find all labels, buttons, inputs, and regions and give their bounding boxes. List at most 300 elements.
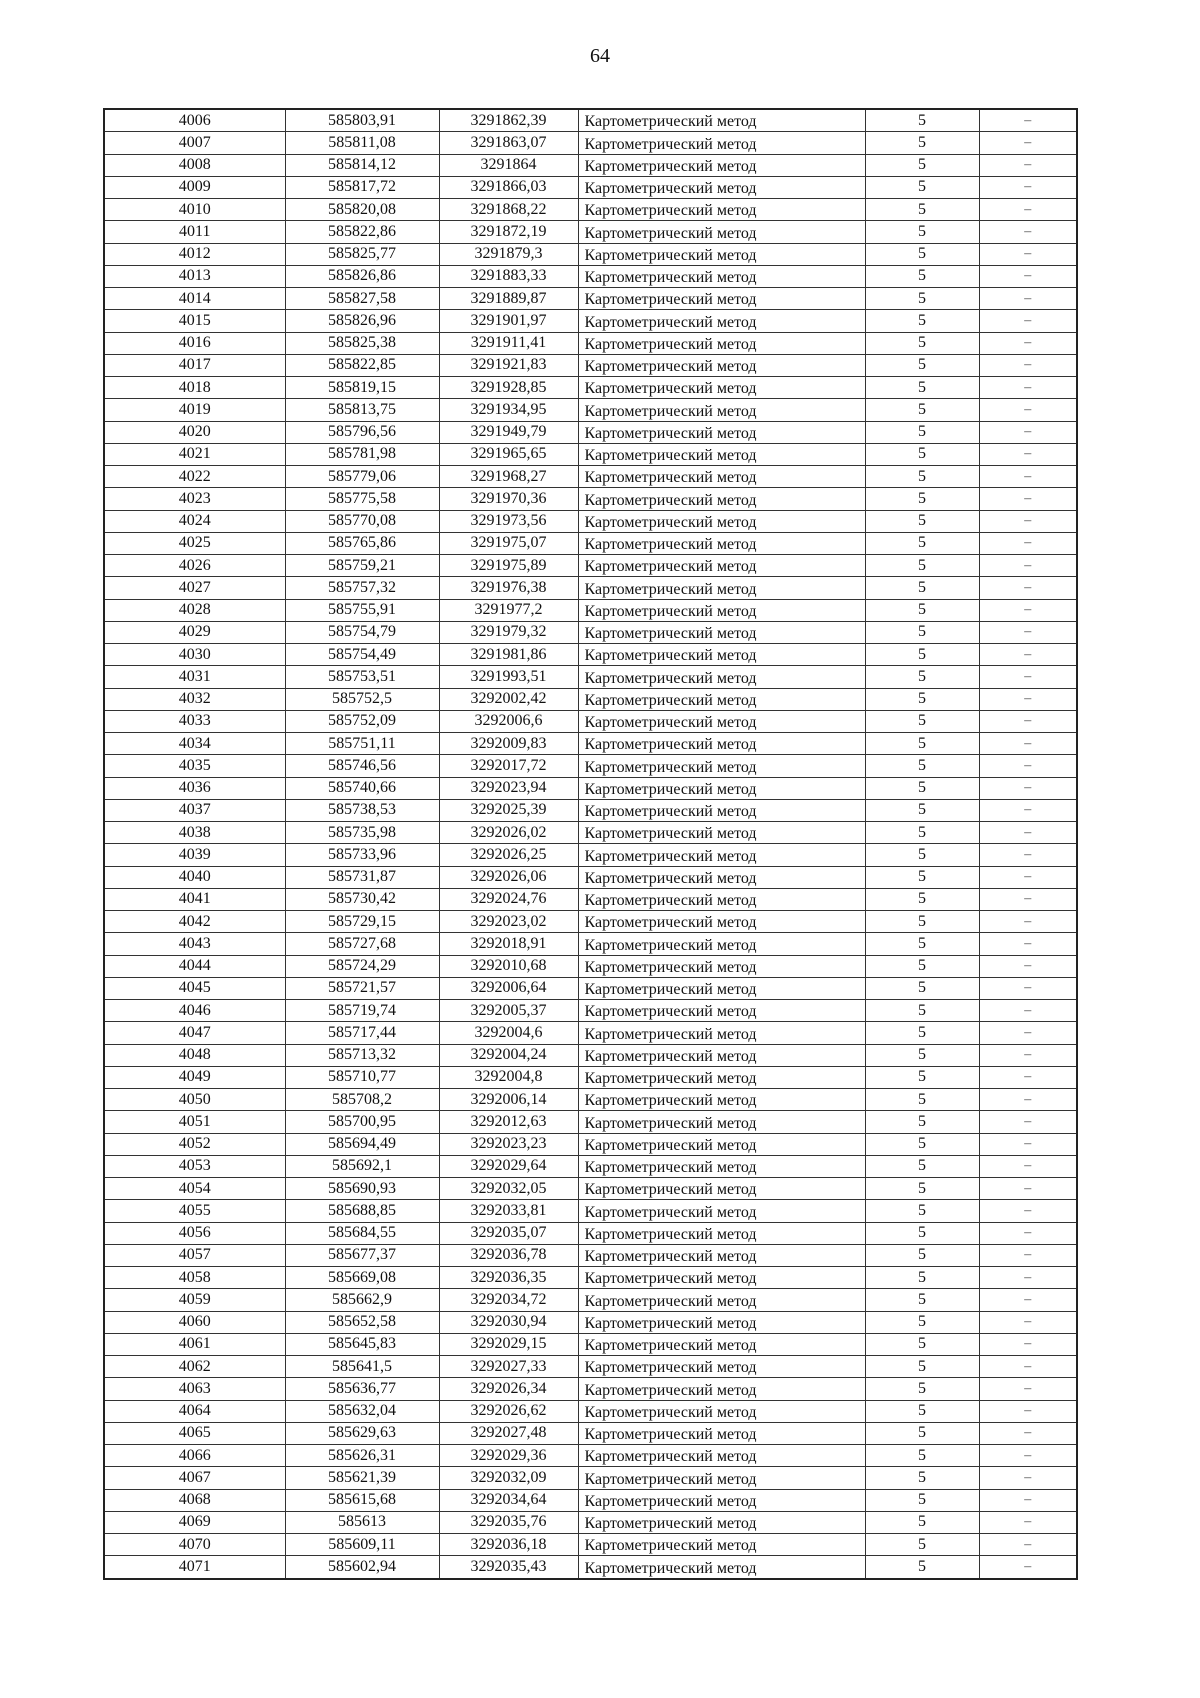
accuracy-cell: 5 — [865, 977, 979, 999]
point-number-cell: 4070 — [104, 1534, 285, 1556]
point-number-cell: 4061 — [104, 1333, 285, 1355]
method-cell: Картометрический метод — [578, 688, 865, 710]
method-cell: Картометрический метод — [578, 1556, 865, 1579]
accuracy-cell: 5 — [865, 265, 979, 287]
point-number-cell: 4018 — [104, 377, 285, 399]
method-cell: Картометрический метод — [578, 777, 865, 799]
accuracy-cell: 5 — [865, 1200, 979, 1222]
note-cell: – — [979, 1511, 1077, 1533]
note-cell: – — [979, 1089, 1077, 1111]
point-number-cell: 4030 — [104, 644, 285, 666]
accuracy-cell: 5 — [865, 755, 979, 777]
point-number-cell: 4068 — [104, 1489, 285, 1511]
y-coordinate-cell: 3291928,85 — [439, 377, 578, 399]
point-number-cell: 4065 — [104, 1422, 285, 1444]
note-cell: – — [979, 510, 1077, 532]
y-coordinate-cell: 3292009,83 — [439, 733, 578, 755]
note-cell: – — [979, 666, 1077, 688]
x-coordinate-cell: 585684,55 — [285, 1222, 439, 1244]
x-coordinate-cell: 585822,85 — [285, 354, 439, 376]
table-row — [104, 176, 1077, 198]
coordinates-table — [103, 108, 1078, 1580]
y-coordinate-cell: 3292004,6 — [439, 1022, 578, 1044]
point-number-cell: 4059 — [104, 1289, 285, 1311]
note-cell: – — [979, 866, 1077, 888]
y-coordinate-cell: 3292004,8 — [439, 1066, 578, 1088]
note-cell: – — [979, 1467, 1077, 1489]
x-coordinate-cell: 585826,86 — [285, 265, 439, 287]
table-row — [104, 288, 1077, 310]
y-coordinate-cell: 3291911,41 — [439, 332, 578, 354]
y-coordinate-cell: 3291866,03 — [439, 176, 578, 198]
accuracy-cell: 5 — [865, 1422, 979, 1444]
table-row — [104, 888, 1077, 910]
method-cell: Картометрический метод — [578, 1467, 865, 1489]
y-coordinate-cell: 3292004,24 — [439, 1044, 578, 1066]
method-cell: Картометрический метод — [578, 977, 865, 999]
y-coordinate-cell: 3291970,36 — [439, 488, 578, 510]
point-number-cell: 4063 — [104, 1378, 285, 1400]
table-row — [104, 1111, 1077, 1133]
y-coordinate-cell: 3291965,65 — [439, 443, 578, 465]
x-coordinate-cell: 585724,29 — [285, 955, 439, 977]
note-cell: – — [979, 354, 1077, 376]
y-coordinate-cell: 3292005,37 — [439, 1000, 578, 1022]
table-row — [104, 955, 1077, 977]
note-cell: – — [979, 466, 1077, 488]
table-row — [104, 1311, 1077, 1333]
x-coordinate-cell: 585775,58 — [285, 488, 439, 510]
note-cell: – — [979, 1066, 1077, 1088]
x-coordinate-cell: 585735,98 — [285, 822, 439, 844]
point-number-cell: 4015 — [104, 310, 285, 332]
accuracy-cell: 5 — [865, 1267, 979, 1289]
point-number-cell: 4045 — [104, 977, 285, 999]
table-row — [104, 1511, 1077, 1533]
method-cell: Картометрический метод — [578, 866, 865, 888]
y-coordinate-cell: 3292027,33 — [439, 1356, 578, 1378]
note-cell: – — [979, 1489, 1077, 1511]
method-cell: Картометрический метод — [578, 799, 865, 821]
note-cell: – — [979, 310, 1077, 332]
point-number-cell: 4009 — [104, 176, 285, 198]
method-cell: Картометрический метод — [578, 1489, 865, 1511]
x-coordinate-cell: 585615,68 — [285, 1489, 439, 1511]
x-coordinate-cell: 585636,77 — [285, 1378, 439, 1400]
point-number-cell: 4067 — [104, 1467, 285, 1489]
table-row — [104, 488, 1077, 510]
accuracy-cell: 5 — [865, 644, 979, 666]
method-cell: Картометрический метод — [578, 555, 865, 577]
y-coordinate-cell: 3291921,83 — [439, 354, 578, 376]
method-cell: Картометрический метод — [578, 1333, 865, 1355]
point-number-cell: 4046 — [104, 1000, 285, 1022]
note-cell: – — [979, 888, 1077, 910]
accuracy-cell: 5 — [865, 1289, 979, 1311]
method-cell: Картометрический метод — [578, 1267, 865, 1289]
table-row — [104, 199, 1077, 221]
note-cell: – — [979, 1222, 1077, 1244]
point-number-cell: 4041 — [104, 888, 285, 910]
method-cell: Картометрический метод — [578, 1178, 865, 1200]
point-number-cell: 4034 — [104, 733, 285, 755]
note-cell: – — [979, 599, 1077, 621]
note-cell: – — [979, 488, 1077, 510]
x-coordinate-cell: 585690,93 — [285, 1178, 439, 1200]
x-coordinate-cell: 585731,87 — [285, 866, 439, 888]
x-coordinate-cell: 585626,31 — [285, 1445, 439, 1467]
x-coordinate-cell: 585757,32 — [285, 577, 439, 599]
note-cell: – — [979, 755, 1077, 777]
x-coordinate-cell: 585770,08 — [285, 510, 439, 532]
y-coordinate-cell: 3292035,76 — [439, 1511, 578, 1533]
table-row — [104, 777, 1077, 799]
y-coordinate-cell: 3291968,27 — [439, 466, 578, 488]
y-coordinate-cell: 3292032,09 — [439, 1467, 578, 1489]
y-coordinate-cell: 3291864 — [439, 154, 578, 176]
y-coordinate-cell: 3291975,07 — [439, 532, 578, 554]
x-coordinate-cell: 585602,94 — [285, 1556, 439, 1579]
method-cell: Картометрический метод — [578, 1445, 865, 1467]
table-row — [104, 1244, 1077, 1266]
method-cell: Картометрический метод — [578, 132, 865, 154]
table-row — [104, 1422, 1077, 1444]
point-number-cell: 4043 — [104, 933, 285, 955]
y-coordinate-cell: 3291889,87 — [439, 288, 578, 310]
point-number-cell: 4055 — [104, 1200, 285, 1222]
accuracy-cell: 5 — [865, 354, 979, 376]
table-row — [104, 1400, 1077, 1422]
table-row — [104, 822, 1077, 844]
accuracy-cell: 5 — [865, 1556, 979, 1579]
y-coordinate-cell: 3292029,15 — [439, 1333, 578, 1355]
note-cell: – — [979, 1244, 1077, 1266]
note-cell: – — [979, 265, 1077, 287]
point-number-cell: 4039 — [104, 844, 285, 866]
method-cell: Картометрический метод — [578, 176, 865, 198]
accuracy-cell: 5 — [865, 1044, 979, 1066]
method-cell: Картометрический метод — [578, 1111, 865, 1133]
x-coordinate-cell: 585708,2 — [285, 1089, 439, 1111]
method-cell: Картометрический метод — [578, 599, 865, 621]
accuracy-cell: 5 — [865, 510, 979, 532]
method-cell: Картометрический метод — [578, 844, 865, 866]
point-number-cell: 4048 — [104, 1044, 285, 1066]
accuracy-cell: 5 — [865, 1000, 979, 1022]
note-cell: – — [979, 377, 1077, 399]
y-coordinate-cell: 3291868,22 — [439, 199, 578, 221]
note-cell: – — [979, 109, 1077, 132]
table-row — [104, 577, 1077, 599]
method-cell: Картометрический метод — [578, 1534, 865, 1556]
method-cell: Картометрический метод — [578, 933, 865, 955]
note-cell: – — [979, 933, 1077, 955]
accuracy-cell: 5 — [865, 399, 979, 421]
point-number-cell: 4037 — [104, 799, 285, 821]
table-row — [104, 132, 1077, 154]
method-cell: Картометрический метод — [578, 733, 865, 755]
method-cell: Картометрический метод — [578, 221, 865, 243]
y-coordinate-cell: 3292023,94 — [439, 777, 578, 799]
note-cell: – — [979, 1111, 1077, 1133]
table-row — [104, 1066, 1077, 1088]
y-coordinate-cell: 3291973,56 — [439, 510, 578, 532]
method-cell: Картометрический метод — [578, 1244, 865, 1266]
x-coordinate-cell: 585827,58 — [285, 288, 439, 310]
y-coordinate-cell: 3291934,95 — [439, 399, 578, 421]
method-cell: Картометрический метод — [578, 1089, 865, 1111]
y-coordinate-cell: 3292025,39 — [439, 799, 578, 821]
note-cell: – — [979, 977, 1077, 999]
point-number-cell: 4029 — [104, 621, 285, 643]
x-coordinate-cell: 585632,04 — [285, 1400, 439, 1422]
point-number-cell: 4010 — [104, 199, 285, 221]
note-cell: – — [979, 822, 1077, 844]
table-row — [104, 599, 1077, 621]
point-number-cell: 4025 — [104, 532, 285, 554]
accuracy-cell: 5 — [865, 710, 979, 732]
table-row — [104, 310, 1077, 332]
y-coordinate-cell: 3291949,79 — [439, 421, 578, 443]
note-cell: – — [979, 844, 1077, 866]
x-coordinate-cell: 585609,11 — [285, 1534, 439, 1556]
accuracy-cell: 5 — [865, 911, 979, 933]
note-cell: – — [979, 577, 1077, 599]
x-coordinate-cell: 585814,12 — [285, 154, 439, 176]
point-number-cell: 4071 — [104, 1556, 285, 1579]
method-cell: Картометрический метод — [578, 955, 865, 977]
point-number-cell: 4064 — [104, 1400, 285, 1422]
accuracy-cell: 5 — [865, 1356, 979, 1378]
point-number-cell: 4051 — [104, 1111, 285, 1133]
note-cell: – — [979, 1556, 1077, 1579]
x-coordinate-cell: 585729,15 — [285, 911, 439, 933]
y-coordinate-cell: 3292024,76 — [439, 888, 578, 910]
y-coordinate-cell: 3291901,97 — [439, 310, 578, 332]
method-cell: Картометрический метод — [578, 265, 865, 287]
x-coordinate-cell: 585754,79 — [285, 621, 439, 643]
table-row — [104, 644, 1077, 666]
table-row — [104, 1022, 1077, 1044]
method-cell: Картометрический метод — [578, 532, 865, 554]
accuracy-cell: 5 — [865, 288, 979, 310]
y-coordinate-cell: 3292026,62 — [439, 1400, 578, 1422]
note-cell: – — [979, 1311, 1077, 1333]
y-coordinate-cell: 3291975,89 — [439, 555, 578, 577]
table-row — [104, 1044, 1077, 1066]
accuracy-cell: 5 — [865, 154, 979, 176]
y-coordinate-cell: 3291977,2 — [439, 599, 578, 621]
accuracy-cell: 5 — [865, 109, 979, 132]
y-coordinate-cell: 3292036,18 — [439, 1534, 578, 1556]
accuracy-cell: 5 — [865, 1222, 979, 1244]
method-cell: Картометрический метод — [578, 1044, 865, 1066]
point-number-cell: 4040 — [104, 866, 285, 888]
x-coordinate-cell: 585641,5 — [285, 1356, 439, 1378]
table-row — [104, 1000, 1077, 1022]
point-number-cell: 4035 — [104, 755, 285, 777]
method-cell: Картометрический метод — [578, 710, 865, 732]
x-coordinate-cell: 585730,42 — [285, 888, 439, 910]
accuracy-cell: 5 — [865, 1467, 979, 1489]
y-coordinate-cell: 3292029,36 — [439, 1445, 578, 1467]
accuracy-cell: 5 — [865, 332, 979, 354]
method-cell: Картометрический метод — [578, 1378, 865, 1400]
y-coordinate-cell: 3292018,91 — [439, 933, 578, 955]
table-row — [104, 332, 1077, 354]
x-coordinate-cell: 585694,49 — [285, 1133, 439, 1155]
note-cell: – — [979, 911, 1077, 933]
x-coordinate-cell: 585813,75 — [285, 399, 439, 421]
method-cell: Картометрический метод — [578, 288, 865, 310]
y-coordinate-cell: 3291976,38 — [439, 577, 578, 599]
method-cell: Картометрический метод — [578, 822, 865, 844]
table-row — [104, 109, 1077, 132]
method-cell: Картометрический метод — [578, 1400, 865, 1422]
point-number-cell: 4042 — [104, 911, 285, 933]
accuracy-cell: 5 — [865, 1155, 979, 1177]
note-cell: – — [979, 1022, 1077, 1044]
note-cell: – — [979, 176, 1077, 198]
x-coordinate-cell: 585752,5 — [285, 688, 439, 710]
x-coordinate-cell: 585740,66 — [285, 777, 439, 799]
point-number-cell: 4031 — [104, 666, 285, 688]
method-cell: Картометрический метод — [578, 621, 865, 643]
point-number-cell: 4062 — [104, 1356, 285, 1378]
accuracy-cell: 5 — [865, 310, 979, 332]
note-cell: – — [979, 1422, 1077, 1444]
point-number-cell: 4060 — [104, 1311, 285, 1333]
accuracy-cell: 5 — [865, 1311, 979, 1333]
table-row — [104, 710, 1077, 732]
point-number-cell: 4032 — [104, 688, 285, 710]
note-cell: – — [979, 154, 1077, 176]
x-coordinate-cell: 585721,57 — [285, 977, 439, 999]
point-number-cell: 4008 — [104, 154, 285, 176]
x-coordinate-cell: 585700,95 — [285, 1111, 439, 1133]
note-cell: – — [979, 1445, 1077, 1467]
accuracy-cell: 5 — [865, 1333, 979, 1355]
x-coordinate-cell: 585669,08 — [285, 1267, 439, 1289]
point-number-cell: 4056 — [104, 1222, 285, 1244]
x-coordinate-cell: 585719,74 — [285, 1000, 439, 1022]
accuracy-cell: 5 — [865, 377, 979, 399]
accuracy-cell: 5 — [865, 443, 979, 465]
note-cell: – — [979, 199, 1077, 221]
x-coordinate-cell: 585822,86 — [285, 221, 439, 243]
note-cell: – — [979, 332, 1077, 354]
accuracy-cell: 5 — [865, 1089, 979, 1111]
accuracy-cell: 5 — [865, 599, 979, 621]
table-row — [104, 666, 1077, 688]
note-cell: – — [979, 1178, 1077, 1200]
method-cell: Картометрический метод — [578, 644, 865, 666]
method-cell: Картометрический метод — [578, 354, 865, 376]
point-number-cell: 4019 — [104, 399, 285, 421]
table-row — [104, 621, 1077, 643]
y-coordinate-cell: 3291872,19 — [439, 221, 578, 243]
y-coordinate-cell: 3292026,06 — [439, 866, 578, 888]
point-number-cell: 4028 — [104, 599, 285, 621]
x-coordinate-cell: 585781,98 — [285, 443, 439, 465]
y-coordinate-cell: 3292026,02 — [439, 822, 578, 844]
x-coordinate-cell: 585765,86 — [285, 532, 439, 554]
y-coordinate-cell: 3291979,32 — [439, 621, 578, 643]
note-cell: – — [979, 1133, 1077, 1155]
x-coordinate-cell: 585662,9 — [285, 1289, 439, 1311]
x-coordinate-cell: 585803,91 — [285, 109, 439, 132]
y-coordinate-cell: 3292029,64 — [439, 1155, 578, 1177]
accuracy-cell: 5 — [865, 1111, 979, 1133]
note-cell: – — [979, 555, 1077, 577]
y-coordinate-cell: 3291883,33 — [439, 265, 578, 287]
x-coordinate-cell: 585746,56 — [285, 755, 439, 777]
y-coordinate-cell: 3292006,64 — [439, 977, 578, 999]
point-number-cell: 4052 — [104, 1133, 285, 1155]
point-number-cell: 4012 — [104, 243, 285, 265]
y-coordinate-cell: 3292035,07 — [439, 1222, 578, 1244]
method-cell: Картометрический метод — [578, 1311, 865, 1333]
note-cell: – — [979, 288, 1077, 310]
point-number-cell: 4016 — [104, 332, 285, 354]
table-row — [104, 399, 1077, 421]
point-number-cell: 4024 — [104, 510, 285, 532]
y-coordinate-cell: 3291981,86 — [439, 644, 578, 666]
y-coordinate-cell: 3292030,94 — [439, 1311, 578, 1333]
method-cell: Картометрический метод — [578, 243, 865, 265]
table-row — [104, 1534, 1077, 1556]
table-row — [104, 510, 1077, 532]
accuracy-cell: 5 — [865, 688, 979, 710]
note-cell: – — [979, 132, 1077, 154]
note-cell: – — [979, 1289, 1077, 1311]
table-row — [104, 443, 1077, 465]
table-row — [104, 265, 1077, 287]
table-row — [104, 1445, 1077, 1467]
table-row — [104, 1133, 1077, 1155]
method-cell: Картометрический метод — [578, 666, 865, 688]
x-coordinate-cell: 585613 — [285, 1511, 439, 1533]
accuracy-cell: 5 — [865, 1244, 979, 1266]
accuracy-cell: 5 — [865, 132, 979, 154]
y-coordinate-cell: 3292017,72 — [439, 755, 578, 777]
point-number-cell: 4023 — [104, 488, 285, 510]
x-coordinate-cell: 585692,1 — [285, 1155, 439, 1177]
accuracy-cell: 5 — [865, 243, 979, 265]
point-number-cell: 4020 — [104, 421, 285, 443]
table-row — [104, 532, 1077, 554]
note-cell: – — [979, 221, 1077, 243]
y-coordinate-cell: 3292002,42 — [439, 688, 578, 710]
accuracy-cell: 5 — [865, 1445, 979, 1467]
method-cell: Картометрический метод — [578, 421, 865, 443]
table-row — [104, 933, 1077, 955]
table-row — [104, 1378, 1077, 1400]
point-number-cell: 4058 — [104, 1267, 285, 1289]
method-cell: Картометрический метод — [578, 1022, 865, 1044]
method-cell: Картометрический метод — [578, 399, 865, 421]
table-row — [104, 377, 1077, 399]
x-coordinate-cell: 585713,32 — [285, 1044, 439, 1066]
x-coordinate-cell: 585677,37 — [285, 1244, 439, 1266]
point-number-cell: 4054 — [104, 1178, 285, 1200]
table-row — [104, 755, 1077, 777]
table-body — [104, 109, 1077, 1579]
method-cell: Картометрический метод — [578, 466, 865, 488]
method-cell: Картометрический метод — [578, 1200, 865, 1222]
y-coordinate-cell: 3292006,6 — [439, 710, 578, 732]
note-cell: – — [979, 799, 1077, 821]
